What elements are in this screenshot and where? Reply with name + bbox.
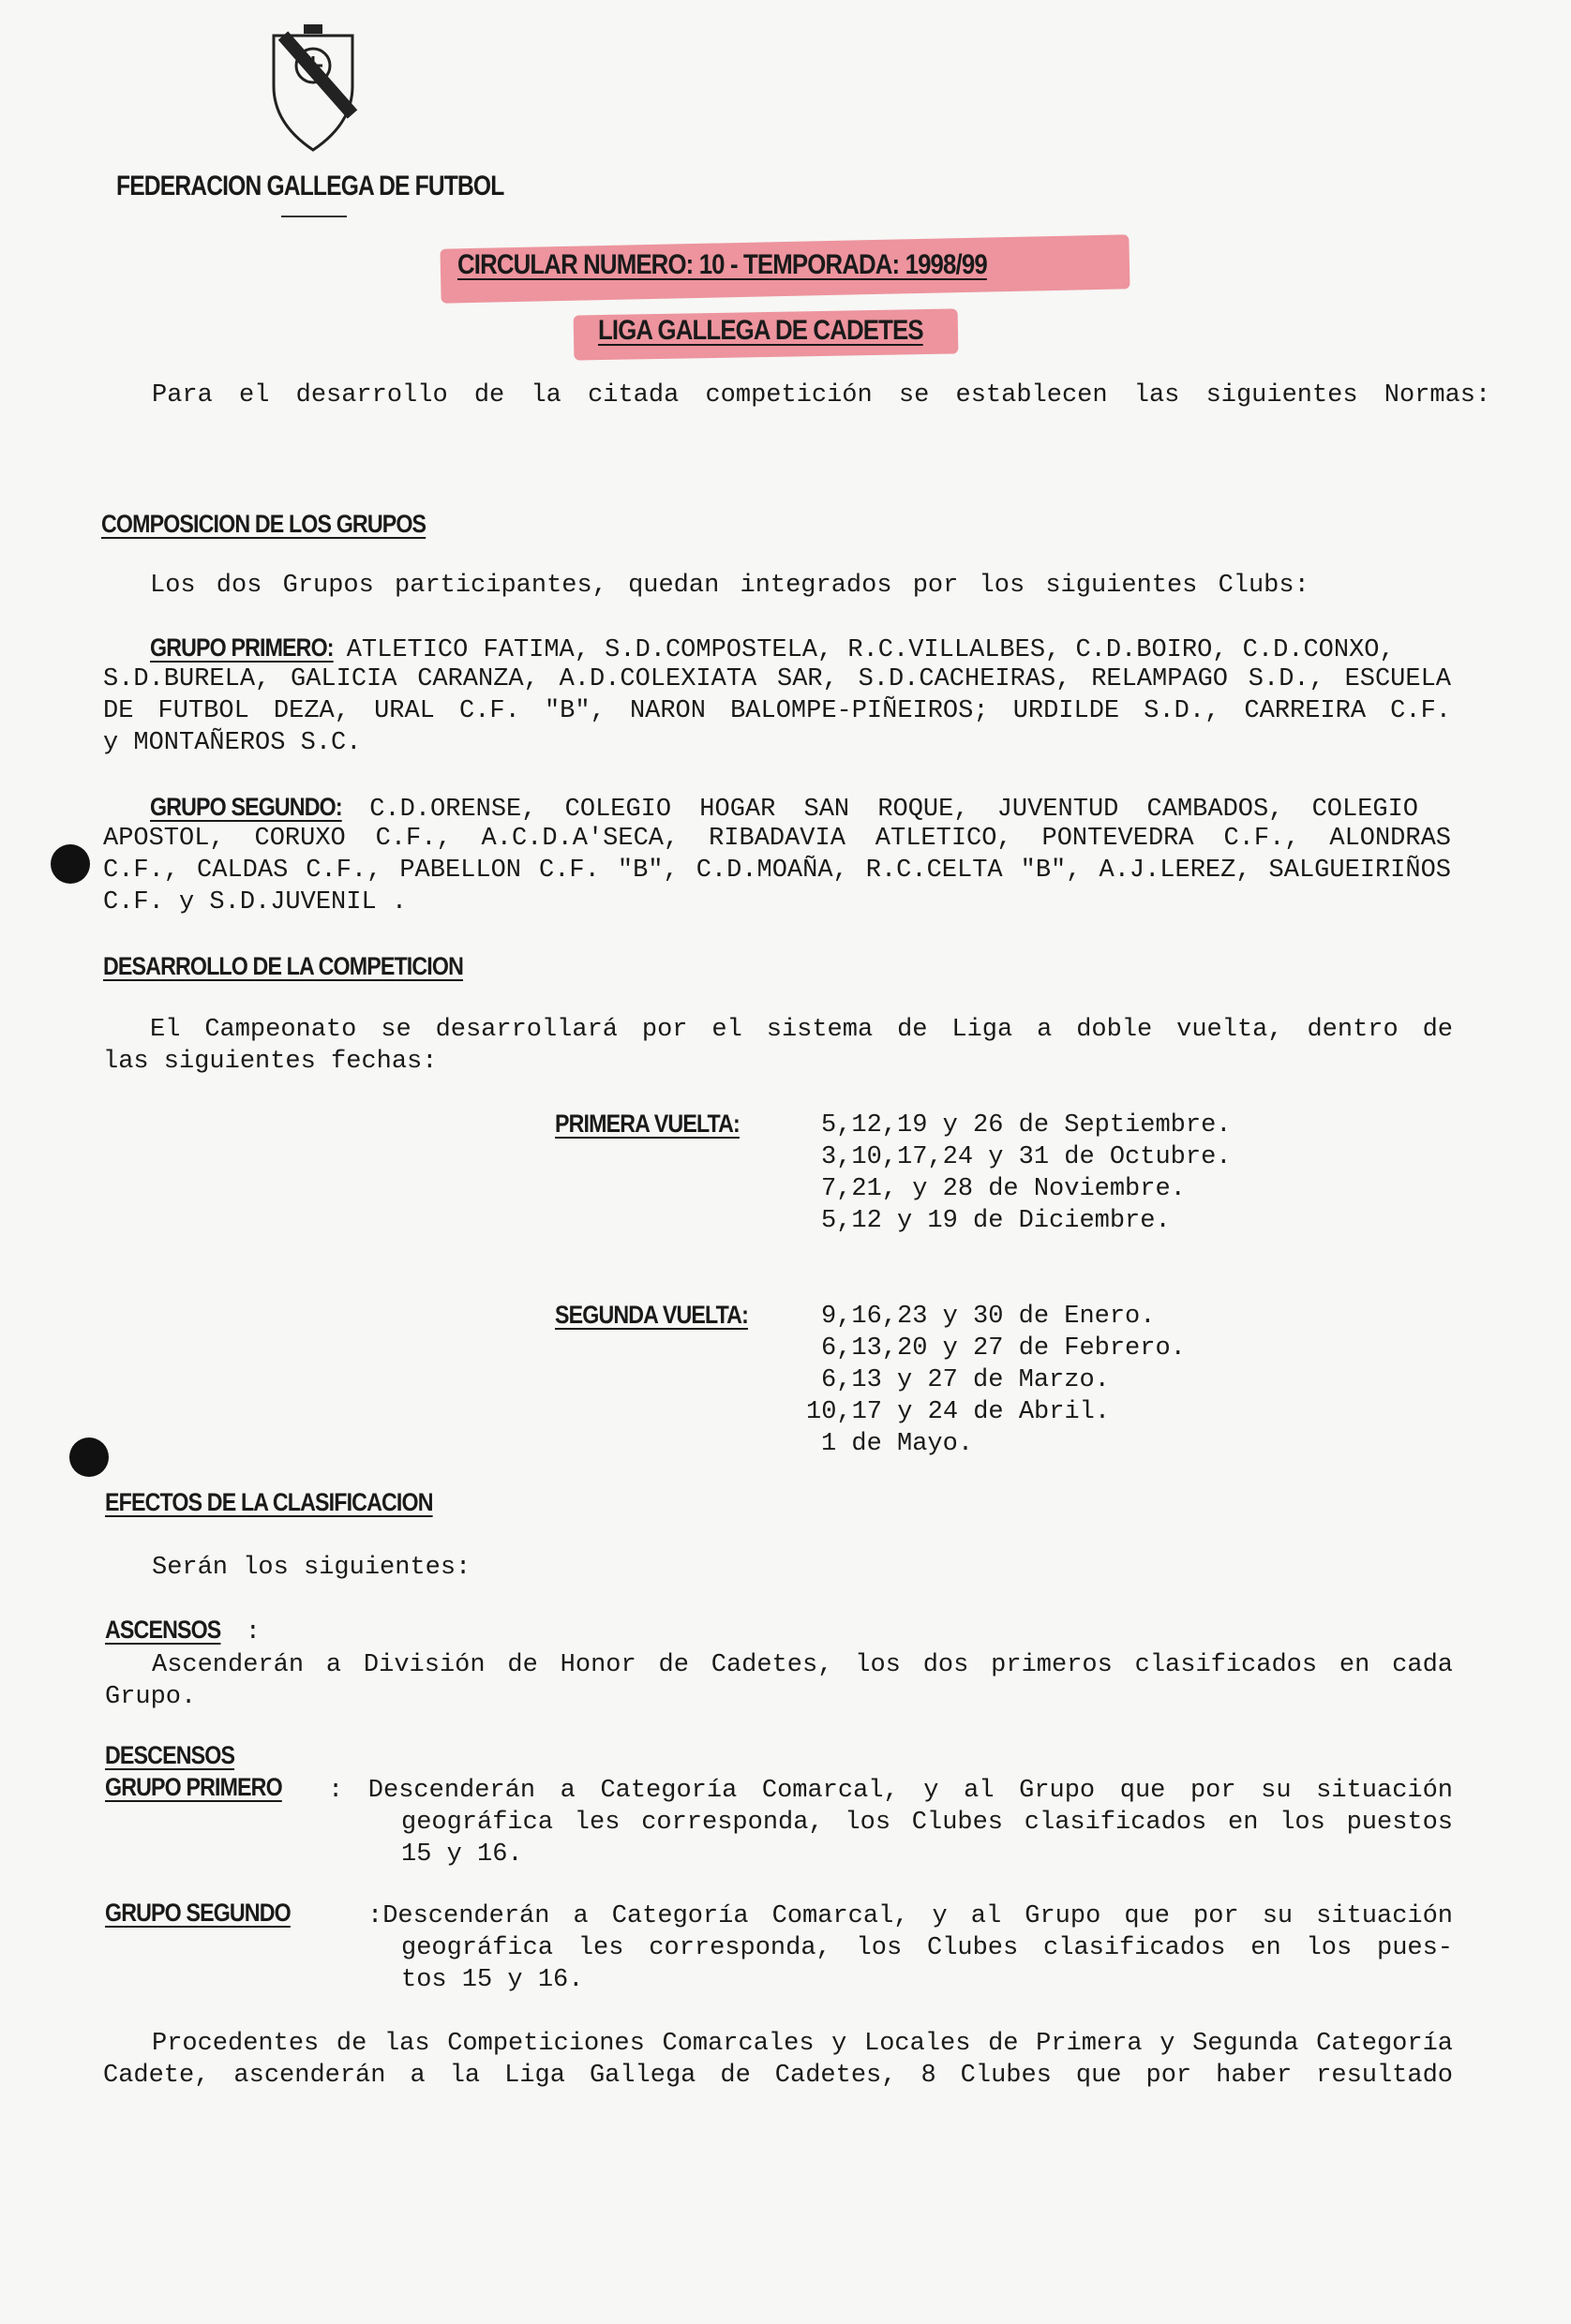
- primera-date-3: 7,21, y 28 de Noviembre.: [821, 1175, 1186, 1203]
- shield-crest-icon: [266, 21, 360, 152]
- desc-grupo1-line-2: geográfica les corresponda, los Clubes clasificados en los puestos: [401, 1809, 1453, 1837]
- circular-number-line: CIRCULAR NUMERO: 10 - TEMPORADA: 1998/99: [457, 249, 987, 280]
- desc-grupo1-line-1: : Descenderán a Categoría Comarcal, y al Grupo que por su situación: [328, 1777, 1453, 1805]
- segunda-date-1: 9,16,23 y 30 de Enero.: [821, 1303, 1156, 1331]
- grupo1-text-2: S.D.BURELA, GALICIA CARANZA, A.D.COLEXIATA SAR, S.D.CACHEIRAS, RELAMPAGO S.D., ESCUELA: [103, 665, 1451, 693]
- header-rule: [281, 216, 347, 217]
- procedentes-line-1: Procedentes de las Competiciones Comarcales y Locales de Primera y Segunda Categoría: [152, 2030, 1453, 2058]
- desarrollo-intro-2: las siguientes fechas:: [103, 1048, 438, 1076]
- ascensos-heading-row: [105, 1616, 261, 1648]
- desarrollo-intro-1: El Campeonato se desarrollará por el sistema de Liga a doble vuelta, dentro de: [150, 1016, 1453, 1044]
- primera-date-1: 5,12,19 y 26 de Septiembre.: [821, 1111, 1232, 1140]
- punch-hole-top: [51, 844, 90, 884]
- desc-grupo1-label: GRUPO PRIMERO: [105, 1773, 282, 1801]
- grupo1-text-1: ATLETICO FATIMA, S.D.COMPOSTELA, R.C.VILLALBES, C.D.BOIRO, C.D.CONXO,: [331, 636, 1395, 664]
- segunda-date-4: 10,17 y 24 de Abril.: [806, 1398, 1111, 1426]
- desarrollo-heading: DESARROLLO DE LA COMPETICION: [103, 952, 464, 980]
- grupo1-label: GRUPO PRIMERO:: [150, 633, 334, 662]
- efectos-intro: Serán los siguientes:: [152, 1554, 471, 1582]
- primera-date-2: 3,10,17,24 y 31 de Octubre.: [821, 1143, 1232, 1171]
- segunda-date-2: 6,13,20 y 27 de Febrero.: [821, 1334, 1186, 1363]
- primera-vuelta-label: PRIMERA VUELTA:: [555, 1110, 740, 1138]
- ascensos-line-2: Grupo.: [105, 1683, 197, 1711]
- ascensos-line-1: Ascenderán a División de Honor de Cadetes, los dos primeros clasificados en cada: [152, 1651, 1453, 1679]
- punch-hole-bottom: [69, 1438, 109, 1477]
- primera-date-4: 5,12 y 19 de Diciembre.: [821, 1207, 1171, 1235]
- grupo1-text-3: DE FUTBOL DEZA, URAL C.F. "B", NARON BALOMPE-PIÑEIROS; URDILDE S.D., CARREIRA C.F.: [103, 697, 1451, 725]
- segunda-date-3: 6,13 y 27 de Marzo.: [821, 1366, 1110, 1394]
- grupo2-text-4: C.F. y S.D.JUVENIL .: [103, 888, 408, 916]
- segunda-date-5: 1 de Mayo.: [821, 1430, 974, 1458]
- grupo2-line1: [150, 791, 1453, 826]
- desc-grupo2-line-1: :Descenderán a Categoría Comarcal, y al Grupo que por su situación: [367, 1902, 1453, 1930]
- grupo2-text-2: APOSTOL, CORUXO C.F., A.C.D.A'SECA, RIBADAVIA ATLETICO, PONTEVEDRA C.F., ALONDRAS: [103, 825, 1451, 853]
- composicion-intro: Los dos Grupos participantes, quedan integrados por los siguientes Clubs:: [150, 572, 1309, 600]
- ascensos-label: ASCENSOS: [105, 1616, 221, 1644]
- org-name: FEDERACION GALLEGA DE FUTBOL: [116, 171, 504, 201]
- desc-grupo2-label: GRUPO SEGUNDO: [105, 1899, 291, 1927]
- intro-text: Para el desarrollo de la citada competición se establecen las siguientes Normas:: [152, 381, 1491, 410]
- grupo2-text-3: C.F., CALDAS C.F., PABELLON C.F. "B", C.D.MOAÑA, R.C.CELTA "B", A.J.LEREZ, SALGUEIRIÑOS: [103, 857, 1451, 885]
- logo: [266, 21, 360, 152]
- grupo2-label: GRUPO SEGUNDO:: [150, 793, 342, 821]
- efectos-heading: EFECTOS DE LA CLASIFICACION: [105, 1488, 433, 1516]
- desc-grupo2-line-3: tos 15 y 16.: [401, 1966, 584, 1994]
- composicion-heading: COMPOSICION DE LOS GRUPOS: [101, 510, 426, 538]
- desc-grupo1-line-3: 15 y 16.: [401, 1840, 523, 1869]
- segunda-vuelta-label: SEGUNDA VUELTA:: [555, 1301, 748, 1329]
- procedentes-line-2: Cadete, ascenderán a la Liga Gallega de Cadetes, 8 Clubes que por haber resultado: [103, 2062, 1453, 2090]
- ascensos-colon: :: [230, 1618, 261, 1646]
- grupo1-text-4: y MONTAÑEROS S.C.: [103, 729, 362, 757]
- competition-title: LIGA GALLEGA DE CADETES: [598, 315, 923, 346]
- desc-grupo2-line-2: geográfica les corresponda, los Clubes clasificados en los pues-: [401, 1934, 1453, 1962]
- grupo2-text-1: C.D.ORENSE, COLEGIO HOGAR SAN ROQUE, JUVENTUD CAMBADOS, COLEGIO: [341, 796, 1418, 824]
- descensos-label: DESCENSOS: [105, 1741, 235, 1769]
- grupo1-line1: [150, 632, 1395, 666]
